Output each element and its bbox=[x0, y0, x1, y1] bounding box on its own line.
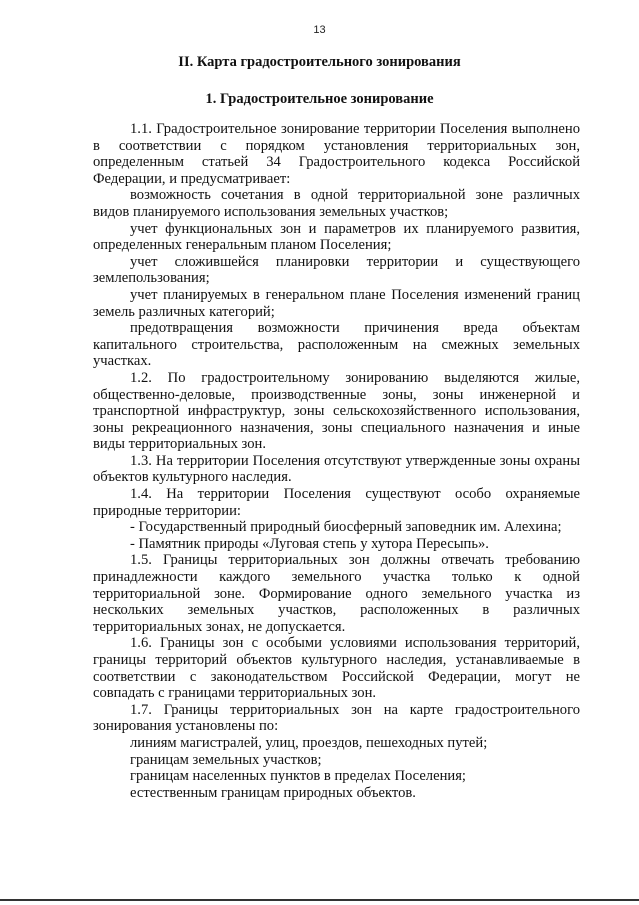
paragraph: 1.7. Границы территориальных зон на карте градостроительного зонирования установлены по: bbox=[93, 701, 580, 735]
list-item: естественным границам природных объектов. bbox=[130, 784, 416, 801]
page-number: 13 bbox=[313, 24, 326, 36]
paragraph: предотвращения возможности причинения вреда объектам капитального строительства, расположенным на смежных земельных участках. bbox=[93, 320, 580, 370]
body-text bbox=[93, 121, 580, 801]
list-item: границам населенных пунктов в пределах Поселения; bbox=[130, 768, 466, 785]
bottom-rule bbox=[0, 899, 639, 901]
paragraph: 1.5. Границы территориальных зон должны отвечать требованию принадлежности каждого земельного участка только к одной территориальной зоне. Формирование одного земельного участка из нескольких земельных участков, расположенных в различных территориальных зонах, не допускается. bbox=[93, 552, 580, 635]
paragraph: 1.3. На территории Поселения отсутствуют утвержденные зоны охраны объектов культурного наследия. bbox=[93, 452, 580, 486]
paragraph: учет функциональных зон и параметров их планируемого развития, определенных генеральным планом Поселения; bbox=[93, 220, 580, 254]
subsection-title: 1. Градостроительное зонирование bbox=[205, 91, 434, 107]
paragraph: 1.6. Границы зон с особыми условиями использования территорий, границы территорий объектов культурного наследия, устанавливаемые в соответствии с законодательством Российской Федерации, могут не совпадать с границами территориальных зон. bbox=[93, 635, 580, 702]
paragraph: учет планируемых в генеральном плане Поселения изменений границ земель различных категорий; bbox=[93, 286, 580, 320]
paragraph: 1.1. Градостроительное зонирование территории Поселения выполнено в соответствии с порядком установления территориальных зон, определенным статьей 34 Градостроительного кодекса Российской Федерации, и предусматривает: bbox=[93, 121, 580, 187]
list-item: - Памятник природы «Луговая степь у хутора Пересыпь». bbox=[130, 535, 489, 552]
section-title: II. Карта градостроительного зонирования bbox=[178, 54, 461, 70]
paragraph: 1.2. По градостроительному зонированию выделяются жилые, общественно-деловые, производственные зоны, зоны инженерной и транспортной инфраструктур, зоны сельскохозяйственного использования, зоны рекреационного назначения, зоны специального назначения и иные виды территориальных зон. bbox=[93, 369, 580, 453]
paragraph: учет сложившейся планировки территории и существующего землепользования; bbox=[93, 253, 580, 287]
paragraph: возможность сочетания в одной территориальной зоне различных видов планируемого использования земельных участков; bbox=[93, 187, 580, 220]
paragraph: 1.4. На территории Поселения существуют особо охраняемые природные территории: bbox=[93, 486, 580, 519]
list-item: - Государственный природный биосферный заповедник им. Алехина; bbox=[130, 519, 562, 536]
list-item: границам земельных участков; bbox=[130, 751, 322, 768]
list-item: линиям магистралей, улиц, проездов, пешеходных путей; bbox=[130, 734, 488, 751]
